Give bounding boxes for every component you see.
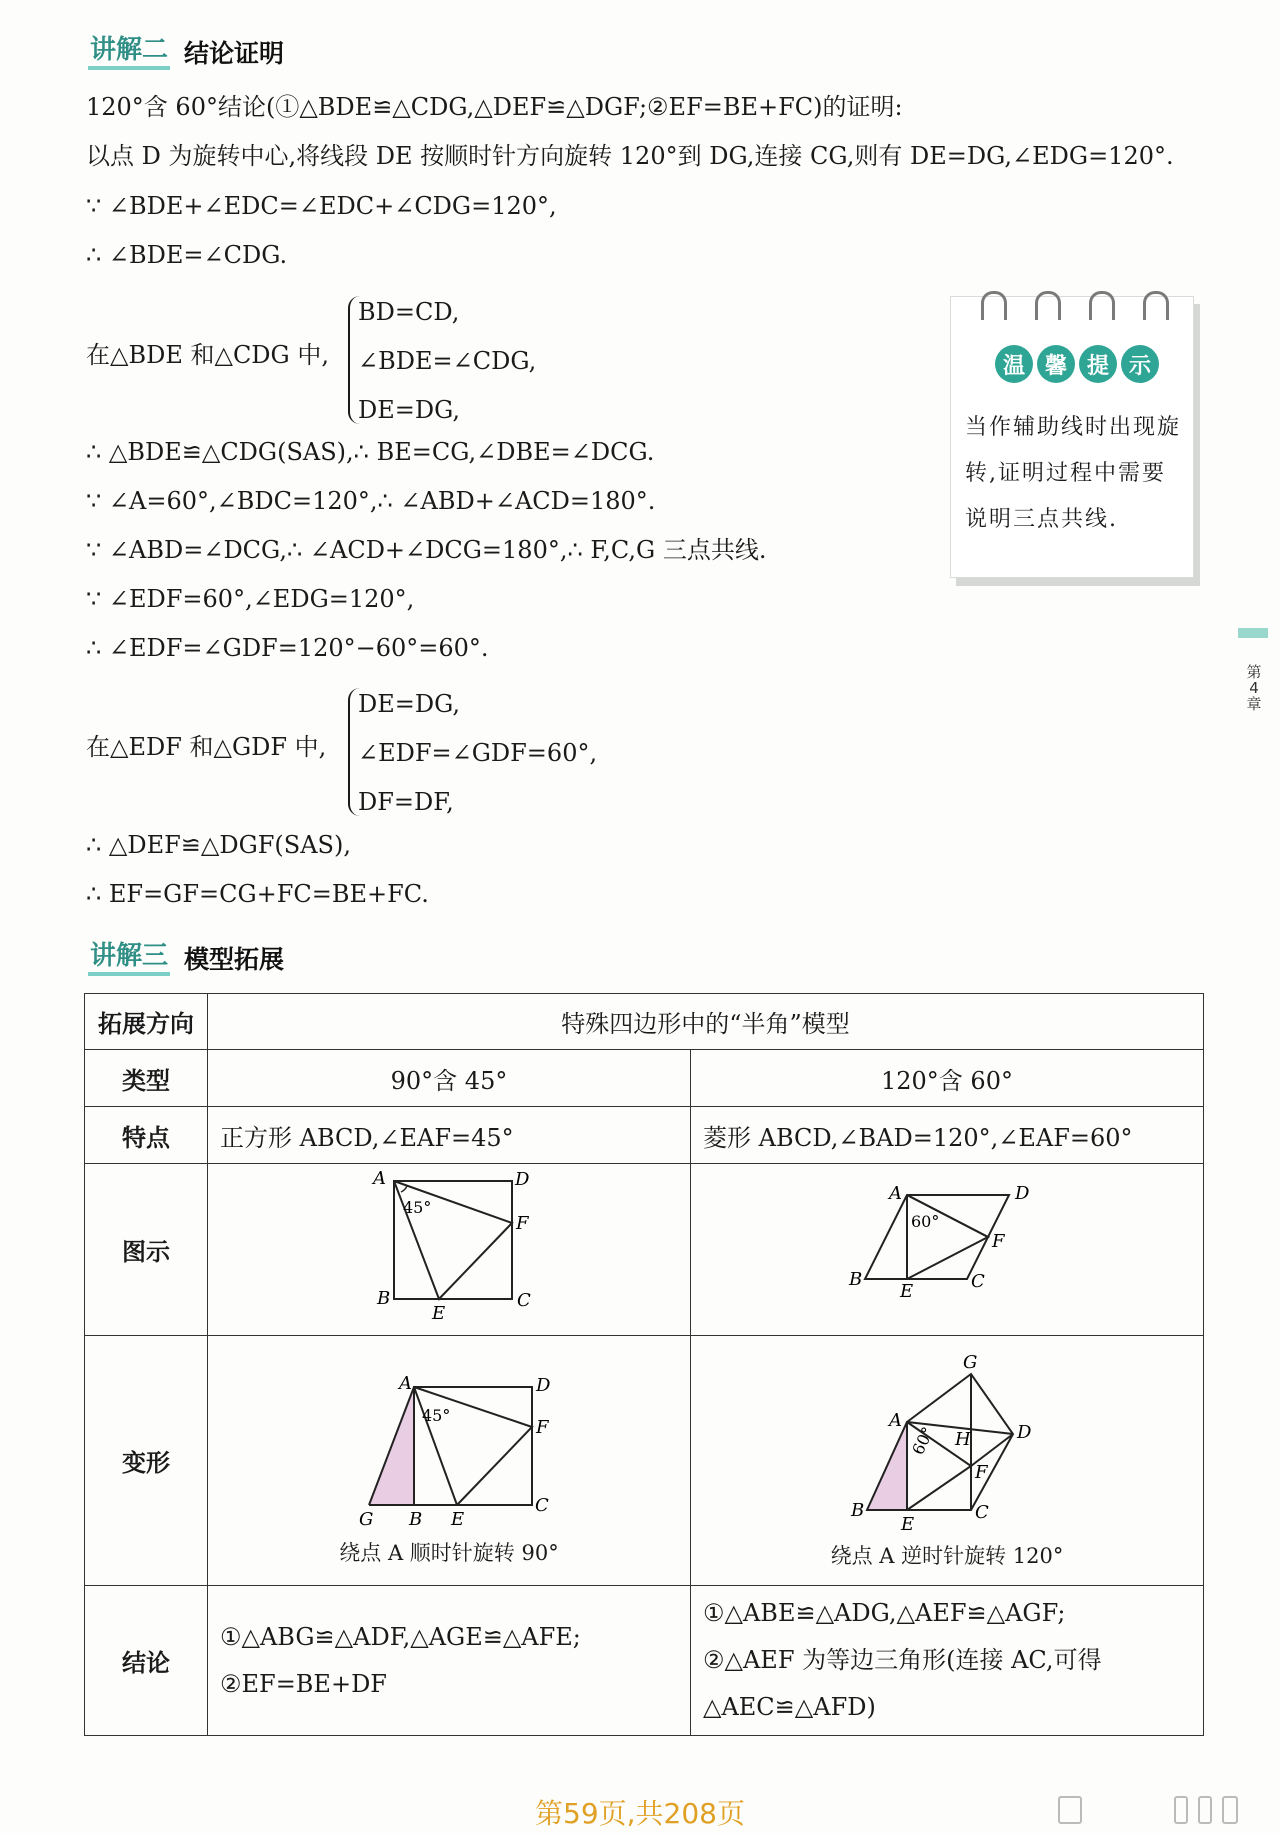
scan-mark [1058, 1796, 1082, 1824]
ring-icon [1035, 291, 1061, 320]
table-row [85, 1050, 1204, 1107]
proof-line: 以点 D 为旋转中心,将线段 DE 按顺时针方向旋转 120°到 DG,连接 CG,则有 DE=DG,∠EDG=120°. [86, 142, 1174, 170]
label-g: G [359, 1508, 374, 1530]
tip-box [950, 296, 1194, 578]
triangle-aef [907, 1195, 988, 1279]
chapter-tab [1238, 628, 1268, 638]
angle-label: 60° [911, 1211, 940, 1231]
brace-item: DE=DG, [358, 396, 461, 424]
brace-item: ∠BDE=∠CDG, [358, 347, 537, 375]
chapter-char: 章 [1246, 695, 1262, 713]
label-f: F [975, 1461, 988, 1483]
figure-caption: 绕点 A 顺时针旋转 90° [339, 1540, 559, 1565]
conclusion-line: △AEC≌△AFD) [703, 1693, 876, 1721]
table-row [85, 994, 1204, 1050]
label-e: E [900, 1280, 914, 1302]
label-e: E [451, 1508, 465, 1530]
row-header: 结论 [85, 1586, 208, 1736]
label-c: C [517, 1289, 531, 1311]
square-half-angle-figure [349, 1167, 549, 1327]
tip-badge: 馨 [1037, 345, 1075, 383]
table-row [85, 1107, 1204, 1164]
proof-line: ∵ ∠ABD=∠DCG,∴ ∠ACD+∠DCG=180°,∴ F,C,G 三点共线. [86, 536, 767, 564]
brace-item: BD=CD, [358, 298, 460, 326]
label-e: E [901, 1513, 915, 1535]
label-b: B [849, 1268, 863, 1290]
chapter-label [1244, 664, 1264, 712]
brace-item: DE=DG, [358, 690, 461, 718]
feature-cell: 菱形 ABCD,∠BAD=120°,∠EAF=60° [691, 1107, 1204, 1164]
label-d: D [1015, 1182, 1030, 1204]
type-cell: 90°含 45° [208, 1050, 691, 1107]
label-d: D [536, 1374, 551, 1396]
label-a: A [399, 1372, 412, 1394]
angle-label: 60° [908, 1423, 938, 1458]
type-cell: 120°含 60° [691, 1050, 1204, 1107]
tip-badge: 示 [1121, 345, 1159, 383]
feature-cell: 正方形 ABCD,∠EAF=45° [208, 1107, 691, 1164]
tip-line: 转,证明过程中需要 [965, 461, 1166, 486]
proof-line: ∵ ∠EDF=60°,∠EDG=120°, [86, 585, 415, 613]
row-header: 特点 [85, 1107, 208, 1164]
label-f: F [536, 1416, 549, 1438]
label-b: B [851, 1499, 865, 1521]
page-footer: 第59页,共208页 [535, 1797, 745, 1830]
label-a: A [889, 1409, 902, 1431]
figure-cell [208, 1336, 691, 1586]
brace-lead: 在△EDF 和△GDF 中, [86, 733, 327, 761]
label-c: C [975, 1501, 989, 1523]
label-f: F [992, 1230, 1005, 1252]
scan-mark [1198, 1796, 1212, 1824]
ring-icon [1143, 291, 1169, 320]
row-header: 类型 [85, 1050, 208, 1107]
proof-line: ∴ ∠EDF=∠GDF=120°−60°=60°. [86, 634, 489, 662]
chapter-char: 4 [1249, 679, 1259, 697]
figure-cell [691, 1336, 1204, 1586]
conclusion-cell [208, 1586, 691, 1736]
conclusion-line: ①△ABG≌△ADF,△AGE≌△AFE; [220, 1622, 581, 1651]
brace-item: DF=DF, [358, 788, 454, 816]
binder-rings [981, 291, 1169, 320]
figure-caption: 绕点 A 逆时针旋转 120° [830, 1543, 1064, 1568]
section-tag: 讲解三 [88, 941, 170, 976]
angle-arc [401, 1186, 407, 1192]
row-header: 图示 [85, 1164, 208, 1336]
label-e: E [432, 1302, 446, 1324]
angle-label: 45° [422, 1405, 451, 1425]
label-c: C [971, 1270, 985, 1292]
direction-cell: 特殊四边形中的“半角”模型 [208, 994, 1204, 1050]
model-table [84, 993, 1204, 1736]
label-d: D [515, 1168, 530, 1190]
label-b: B [377, 1287, 391, 1309]
tip-line: 当作辅助线时出现旋 [965, 415, 1182, 440]
tip-title [995, 345, 1159, 383]
scan-marks [1058, 1796, 1258, 1822]
section-title: 结论证明 [184, 39, 285, 68]
section-header-2 [88, 34, 284, 70]
figure-cell [208, 1164, 691, 1336]
brace-lead: 在△BDE 和△CDG 中, [86, 341, 329, 369]
table-row [85, 1164, 1204, 1336]
proof-line: ∴ △BDE≌△CDG(SAS),∴ BE=CG,∠DBE=∠DCG. [86, 438, 655, 466]
chapter-char: 第 [1246, 663, 1262, 681]
label-a: A [373, 1167, 386, 1189]
conclusion-line: ①△ABE≌△ADG,△AEF≌△AGF; [703, 1599, 1066, 1627]
brace-item: ∠EDF=∠GDF=60°, [358, 739, 598, 767]
proof-line: ∴ △DEF≌△DGF(SAS), [86, 831, 351, 859]
tip-badge: 提 [1079, 345, 1117, 383]
proof-line: ∴ ∠BDE=∠CDG. [86, 241, 288, 269]
conclusion-line: ②△AEF 为等边三角形(连接 AC,可得 [703, 1646, 1102, 1674]
label-a: A [889, 1182, 902, 1204]
brace-items [358, 288, 536, 435]
tip-badge: 温 [995, 345, 1033, 383]
table-row [85, 1586, 1204, 1736]
angle-label: 45° [403, 1197, 432, 1217]
conclusion-cell [691, 1586, 1204, 1736]
scan-mark [1174, 1796, 1188, 1824]
rhombus-rotation-figure [827, 1352, 1067, 1538]
brace-items [358, 680, 597, 827]
segment-ae [414, 1387, 457, 1505]
proof-line: ∴ EF=GF=CG+FC=BE+FC. [86, 880, 429, 908]
label-b: B [409, 1508, 423, 1530]
label-c: C [535, 1494, 549, 1516]
ring-icon [981, 291, 1007, 320]
rhombus-half-angle-figure [837, 1167, 1057, 1327]
label-d: D [1017, 1421, 1032, 1443]
proof-line: 120°含 60°结论(①△BDE≌△CDG,△DEF≌△DGF;②EF=BE+FC)的证明: [86, 93, 903, 121]
label-f: F [516, 1212, 529, 1234]
square-rotation-figure [329, 1355, 569, 1535]
section-header-3 [88, 940, 284, 976]
tip-line: 说明三点共线. [965, 507, 1118, 532]
scan-mark [1222, 1796, 1238, 1824]
row-header: 变形 [85, 1336, 208, 1586]
proof-line: ∵ ∠A=60°,∠BDC=120°,∴ ∠ABD+∠ACD=180°. [86, 487, 656, 515]
tip-text [965, 405, 1185, 543]
ring-icon [1089, 291, 1115, 320]
conclusion-line: ②EF=BE+DF [220, 1669, 387, 1698]
row-header: 拓展方向 [85, 994, 208, 1050]
section-title: 模型拓展 [184, 945, 285, 974]
triangle-aef [414, 1387, 532, 1505]
section-tag: 讲解二 [88, 35, 170, 70]
figure-cell [691, 1164, 1204, 1336]
label-h: H [955, 1428, 971, 1450]
label-g: G [963, 1351, 978, 1373]
proof-line: ∵ ∠BDE+∠EDC=∠EDC+∠CDG=120°, [86, 192, 557, 220]
table-row [85, 1336, 1204, 1586]
